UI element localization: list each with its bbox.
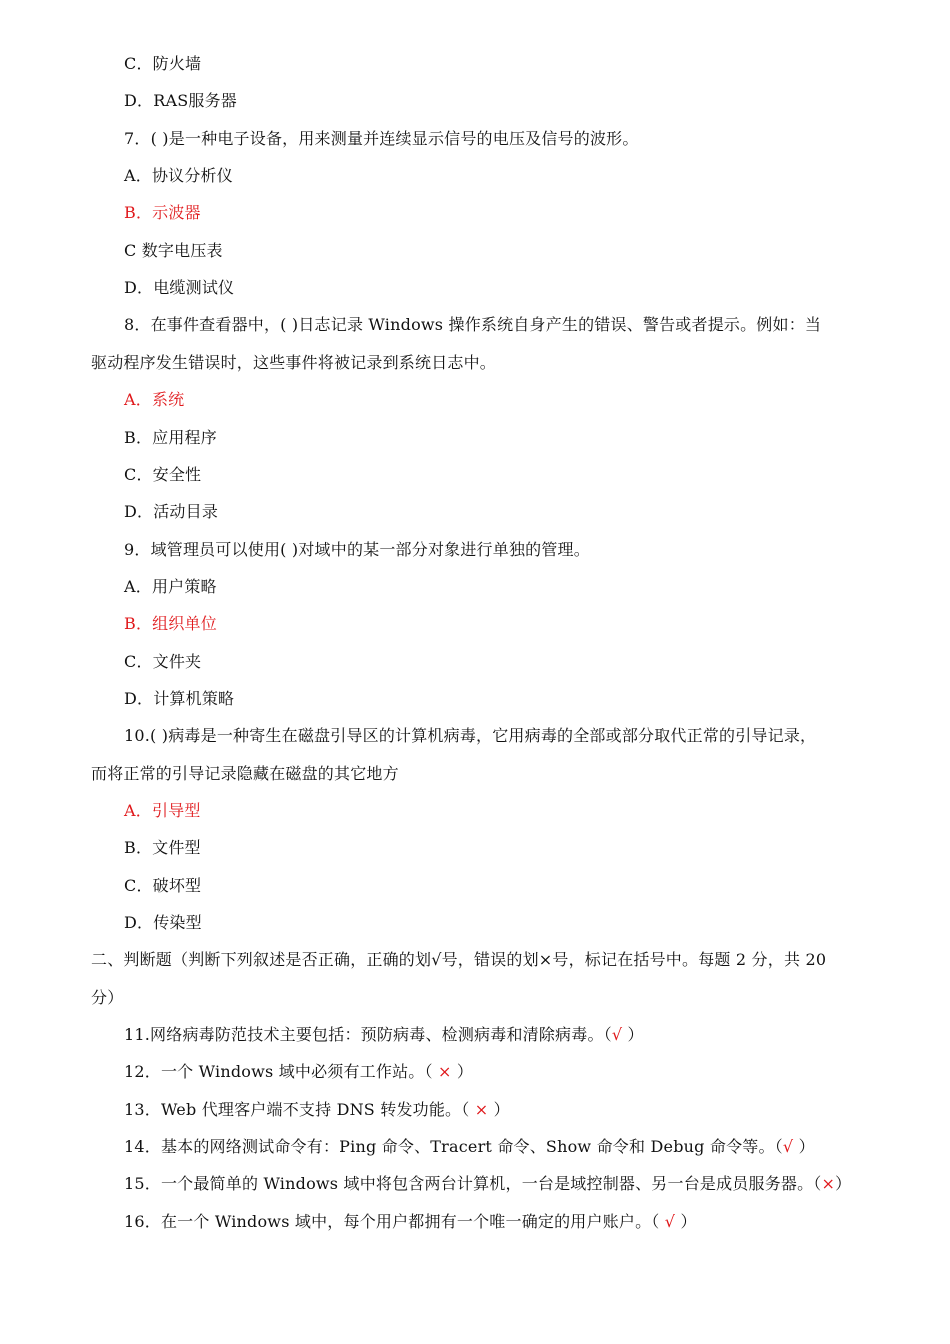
question-10: 10.( )病毒是一种寄生在磁盘引导区的计算机病毒，它用病毒的全部或部分取代正常的引导记录， xyxy=(124,726,817,745)
judgment-item-16 xyxy=(124,1211,697,1233)
judgment-statement: 11.网络病毒防范技术主要包括：预防病毒、检测病毒和清除病毒。（ xyxy=(124,1025,612,1044)
check-mark-icon: √ xyxy=(782,1137,794,1156)
section-heading-judgment: 二、判断题（判断下列叙述是否正确，正确的划√号，错误的划×号，标记在括号中。每题 2 分，共 20 xyxy=(91,950,827,969)
check-mark-icon: √ xyxy=(664,1212,676,1231)
judgment-item-14 xyxy=(124,1136,815,1158)
answer-option-a: A．引导型 xyxy=(124,801,201,820)
option-a-line: A．协议分析仪 xyxy=(124,166,233,185)
cross-mark-icon: × xyxy=(821,1174,836,1193)
option-d-line: D．传染型 xyxy=(124,913,202,932)
option-d-line: D．计算机策略 xyxy=(124,689,235,708)
option-d-line: D．活动目录 xyxy=(124,502,219,521)
option-d-line: D．电缆测试仪 xyxy=(124,278,235,297)
section-heading-continued: 分） xyxy=(91,988,124,1007)
option-b-line: B．文件型 xyxy=(124,838,201,857)
closing-paren: ） xyxy=(793,1137,815,1156)
judgment-statement: 15．一个最简单的 Windows 域中将包含两台计算机，一台是域控制器、另一台是成员服务器。（ xyxy=(124,1174,822,1193)
judgment-statement: 12．一个 Windows 域中必须有工作站。（ xyxy=(124,1062,438,1081)
closing-paren: ） xyxy=(488,1100,510,1119)
question-8-continued: 驱动程序发生错误时，这些事件将被记录到系统日志中。 xyxy=(91,353,497,372)
question-9: 9．域管理员可以使用( )对域中的某一部分对象进行单独的管理。 xyxy=(124,540,590,559)
closing-paren: ） xyxy=(622,1025,644,1044)
option-d-line: D．RAS服务器 xyxy=(124,91,237,110)
judgment-item-15 xyxy=(124,1173,851,1195)
answer-option-b: B．组织单位 xyxy=(124,614,217,633)
option-c-line: C 数字电压表 xyxy=(124,241,223,260)
answer-option-a: A．系统 xyxy=(124,390,185,409)
option-c-line: C．文件夹 xyxy=(124,652,202,671)
judgment-statement: 13．Web 代理客户端不支持 DNS 转发功能。（ xyxy=(124,1100,475,1119)
closing-paren: ） xyxy=(835,1174,852,1193)
judgment-statement: 14．基本的网络测试命令有：Ping 命令、Tracert 命令、Show 命令和 Debug 命令等。（ xyxy=(124,1137,783,1156)
judgment-item-11 xyxy=(124,1024,644,1046)
question-10-continued: 而将正常的引导记录隐藏在磁盘的其它地方 xyxy=(91,764,399,783)
cross-mark-icon: × xyxy=(438,1062,452,1081)
question-7: 7．( )是一种电子设备，用来测量并连续显示信号的电压及信号的波形。 xyxy=(124,129,639,148)
option-c-line: C．防火墙 xyxy=(124,54,202,73)
closing-paren: ） xyxy=(451,1062,474,1081)
judgment-statement: 16．在一个 Windows 域中，每个用户都拥有一个唯一确定的用户账户。（ xyxy=(124,1212,665,1231)
option-c-line: C．安全性 xyxy=(124,465,202,484)
question-8: 8．在事件查看器中，( )日志记录 Windows 操作系统自身产生的错误、警告或者提示。例如：当 xyxy=(124,315,822,334)
check-mark-icon: √ xyxy=(611,1025,623,1044)
answer-option-b: B．示波器 xyxy=(124,203,201,222)
cross-mark-icon: × xyxy=(474,1100,489,1119)
judgment-item-12 xyxy=(124,1061,473,1083)
closing-paren: ） xyxy=(675,1212,697,1231)
option-a-line: A．用户策略 xyxy=(124,577,217,596)
option-c-line: C．破坏型 xyxy=(124,876,202,895)
judgment-item-13 xyxy=(124,1099,510,1121)
option-b-line: B．应用程序 xyxy=(124,428,217,447)
